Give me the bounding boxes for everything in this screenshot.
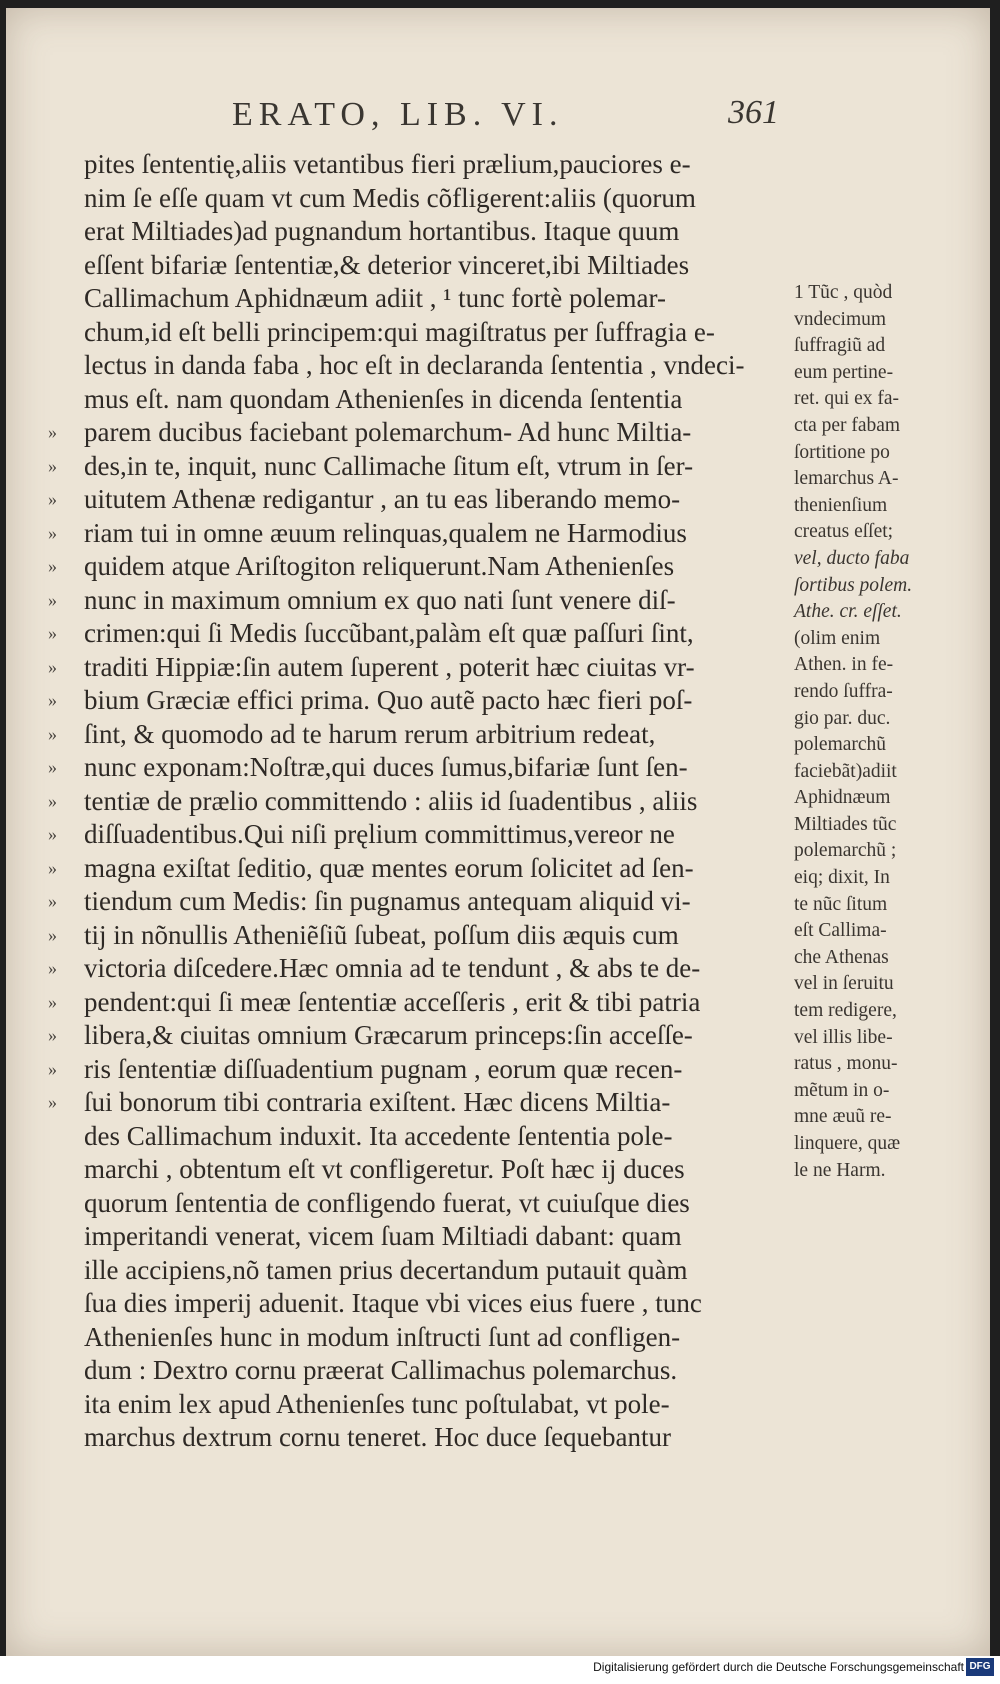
- text-line-content: bium Græciæ effici prima. Quo autẽ pacto hæc fieri poſ-: [84, 685, 693, 715]
- marginal-note-line: Miltiades tũc: [794, 813, 897, 835]
- text-line: [84, 182, 784, 216]
- text-line-content: nunc exponam:Noſtræ,qui duces ſumus,bifariæ ſunt ſen-: [84, 752, 688, 782]
- text-line: [48, 751, 784, 785]
- page-number: 361: [728, 94, 779, 131]
- text-line: [84, 1120, 784, 1154]
- text-line: [48, 1053, 784, 1087]
- text-line: [48, 1019, 784, 1053]
- quotation-mark: »: [48, 1058, 57, 1079]
- marginal-note-line: vel illis libe-: [794, 1026, 893, 1048]
- text-line-content: erat Miltiades)ad pugnandum hortantibus. Itaque quum: [84, 216, 680, 246]
- text-line: [84, 282, 784, 316]
- text-line-content: Athenienſes hunc in modum inſtructi ſunt ad confligen-: [84, 1321, 681, 1352]
- text-line: [48, 785, 784, 819]
- text-line-content: libera,& ciuitas omnium Græcarum princeps:ſin acceſſe-: [84, 1020, 693, 1050]
- digitization-credit: Digitalisierung gefördert durch die Deutsche Forschungsgemeinschaft: [593, 1660, 964, 1674]
- quotation-mark: »: [48, 556, 57, 576]
- marginal-note-line: 1 Tũc , quòd: [794, 282, 893, 303]
- marginal-note-line: vndecimum: [794, 308, 887, 330]
- marginal-note-line: eſt Callima-: [794, 920, 887, 942]
- text-line: [48, 1086, 784, 1120]
- text-line-content: des,in te, inquit, nunc Callimache ſitum eſt, vtrum in ſer-: [84, 450, 694, 481]
- text-line-content: crimen:qui ſi Medis ſuccũbant,palàm eſt quæ paſſuri ſint,: [84, 618, 694, 648]
- marginal-note-line: Athen. in fe-: [794, 654, 894, 676]
- text-line-content: pendent:qui ſi meæ ſententiæ acceſſeris , erit & tibi patria: [84, 986, 701, 1017]
- marginal-note-line: eum pertine-: [794, 361, 894, 383]
- text-line-content: traditi Hippiæ:ſin autem ſuperent , poterit hæc ciuitas vr-: [84, 651, 695, 682]
- text-line-content: des Callimachum induxit. Ita accedente ſententia pole-: [84, 1120, 673, 1151]
- text-line: [48, 852, 784, 886]
- quotation-mark: »: [48, 1092, 57, 1112]
- text-line: [84, 1321, 784, 1355]
- text-line: [48, 818, 784, 852]
- quotation-mark: »: [48, 422, 57, 442]
- marginal-note-line: creatus eſſet;: [794, 521, 894, 543]
- text-line: [48, 651, 784, 685]
- text-line: [84, 1354, 784, 1388]
- text-line: [84, 215, 784, 249]
- marginal-note-line: ſortitione po: [794, 441, 890, 463]
- text-line: [48, 517, 784, 551]
- marginal-note-line: linquere, quæ: [794, 1133, 901, 1154]
- text-line-content: tiendum cum Medis: ſin pugnamus antequam aliquid vi-: [84, 886, 691, 916]
- text-line-content: eſſent bifariæ ſententiæ,& deterior vinceret,ibi Miltiades: [84, 249, 690, 280]
- text-line: [84, 148, 784, 182]
- quotation-mark: »: [48, 455, 57, 476]
- text-line: [84, 1220, 784, 1254]
- marginal-note-line: che Athenas: [794, 946, 889, 968]
- text-line: [48, 550, 784, 584]
- marginal-note-line: thenienſium: [794, 494, 888, 516]
- text-line: [84, 1388, 784, 1422]
- text-line: [48, 952, 784, 986]
- marginal-note-line: polemarchũ ;: [794, 840, 897, 862]
- marginal-note-line: cta per fabam: [794, 414, 901, 436]
- text-line: [48, 718, 784, 752]
- quotation-mark: »: [48, 623, 57, 643]
- text-line-content: ſua dies imperij aduenit. Itaque vbi vices eius fuere , tunc: [84, 1288, 702, 1318]
- text-line-content: lectus in danda faba , hoc eſt in declaranda ſententia , vndeci-: [84, 350, 745, 380]
- text-line-content: parem ducibus faciebant polemarchum- Ad hunc Miltia-: [84, 417, 692, 447]
- text-line: [48, 986, 784, 1020]
- marginal-note-line: mne æuũ re-: [794, 1106, 892, 1128]
- marginal-note-line: rendo ſuffra-: [794, 680, 893, 702]
- marginal-note-line: Aphidnæum: [794, 787, 891, 809]
- text-line-content: nunc in maximum omnium ex quo nati ſunt venere diſ-: [84, 584, 676, 615]
- marginal-note-line: vel, ducto faba: [794, 547, 910, 569]
- text-line: [84, 1287, 784, 1321]
- text-line: [48, 617, 784, 651]
- text-line-content: chum,id eſt belli principem:qui magiſtratus per ſuffragia e-: [84, 316, 715, 347]
- text-line-content: tentiæ de prælio committendo : aliis id ſuadentibus , aliis: [84, 785, 698, 816]
- text-line-content: ſint, & quomodo ad te harum rerum arbitrium redeat,: [84, 718, 656, 749]
- marginal-note-line: faciebãt)adiit: [794, 760, 897, 782]
- quotation-mark: »: [48, 1025, 57, 1045]
- text-line-content: marchus dextrum cornu teneret. Hoc duce ſequebantur: [84, 1422, 672, 1452]
- text-line: [84, 383, 784, 417]
- quotation-mark: »: [48, 489, 57, 509]
- main-text-column: [48, 148, 784, 1455]
- text-line-content: Callimachum Aphidnæum adiit , ¹ tunc fortè polemar-: [84, 283, 666, 313]
- quotation-mark: »: [48, 723, 57, 744]
- quotation-mark: »: [48, 991, 57, 1012]
- text-line: [84, 1153, 784, 1187]
- marginal-note-line: lemarchus A-: [794, 468, 899, 490]
- marginal-note-line: te nũc ſitum: [794, 893, 888, 915]
- marginal-note: [794, 280, 954, 1184]
- book-page: [6, 8, 990, 1656]
- marginal-note-line: eiq; dixit, In: [794, 867, 890, 889]
- text-line-content: tij in nõnullis Atheniẽſiũ ſubeat, poſſum diis æquis cum: [84, 919, 679, 950]
- text-line: [48, 684, 784, 718]
- quotation-mark: »: [48, 958, 57, 978]
- text-line-content: victoria diſcedere.Hæc omnia ad te tendunt , & abs te de-: [84, 953, 701, 983]
- text-line-content: marchi , obtentum eſt vt confligeretur. Poſt hæc ij duces: [84, 1154, 685, 1184]
- marginal-note-line: le ne Harm.: [794, 1159, 886, 1181]
- marginal-note-line: gio par. duc.: [794, 707, 891, 729]
- running-head: ERATO, LIB. VI.: [232, 96, 564, 133]
- text-line: [48, 416, 784, 450]
- quotation-mark: »: [48, 857, 57, 878]
- quotation-mark: »: [48, 824, 57, 844]
- quotation-mark: »: [48, 757, 57, 777]
- quotation-mark: »: [48, 589, 57, 610]
- marginal-note-line: ratus , monu-: [794, 1053, 898, 1075]
- text-line: [48, 919, 784, 953]
- text-line: [84, 1421, 784, 1455]
- text-line-content: diſſuadentibus.Qui niſi pręlium committimus,vereor ne: [84, 819, 675, 849]
- marginal-note-line: ret. qui ex fa-: [794, 388, 900, 410]
- text-line: [48, 483, 784, 517]
- text-line-content: magna exiſtat ſeditio, quæ mentes eorum ſolicitet ad ſen-: [84, 852, 694, 883]
- quotation-mark: »: [48, 790, 57, 811]
- quotation-mark: »: [48, 924, 57, 945]
- text-line: [84, 249, 784, 283]
- quotation-mark: »: [48, 891, 57, 911]
- marginal-note-line: mẽtum in o-: [794, 1079, 890, 1101]
- marginal-note-line: ſortibus polem.: [794, 574, 913, 596]
- text-line: [48, 584, 784, 618]
- marginal-note-line: polemarchũ: [794, 734, 887, 756]
- text-line-content: ris ſententiæ diſſuadentium pugnam , eorum quæ recen-: [84, 1053, 683, 1084]
- quotation-mark: »: [48, 656, 57, 677]
- text-line-content: nim ſe eſſe quam vt cum Medis cõfligerent:aliis (quorum: [84, 182, 696, 213]
- text-line-content: ita enim lex apud Athenienſes tunc poſtulabat, vt pole-: [84, 1388, 670, 1419]
- marginal-note-line: ſuffragiũ ad: [794, 335, 886, 357]
- text-line: [84, 1187, 784, 1221]
- text-line-content: ille accipiens,nõ tamen prius decertandum putauit quàm: [84, 1254, 688, 1285]
- text-line-content: uitutem Athenæ redigantur , an tu eas liberando memo-: [84, 484, 681, 514]
- text-line: [84, 1254, 784, 1288]
- text-line: [48, 885, 784, 919]
- quotation-mark: »: [48, 522, 57, 543]
- text-line-content: riam tui in omne æuum relinquas,qualem ne Harmodius: [84, 517, 687, 548]
- text-line-content: quorum ſententia de confligendo fuerat, vt cuiuſque dies: [84, 1187, 690, 1218]
- quotation-mark: »: [48, 690, 57, 710]
- marginal-note-line: tem redigere,: [794, 1000, 897, 1022]
- dfg-logo: DFG: [966, 1658, 994, 1676]
- text-line-content: dum : Dextro cornu præerat Callimachus polemarchus.: [84, 1355, 678, 1385]
- text-line-content: ſui bonorum tibi contraria exiſtent. Hæc dicens Miltia-: [84, 1087, 671, 1117]
- text-line-content: imperitandi venerat, vicem ſuam Miltiadi dabant: quam: [84, 1221, 682, 1251]
- text-line-content: quidem atque Ariſtogiton reliquerunt.Nam Athenienſes: [84, 551, 675, 581]
- text-line: [84, 349, 784, 383]
- text-line-content: pites ſententię,aliis vetantibus fieri prælium,pauciores e-: [84, 149, 691, 179]
- text-line: [84, 316, 784, 350]
- marginal-note-line: vel in ſeruitu: [794, 973, 894, 995]
- text-line: [48, 450, 784, 484]
- marginal-note-line: Athe. cr. eſſet.: [794, 601, 902, 623]
- marginal-note-line: (olim enim: [794, 627, 881, 649]
- text-line-content: mus eſt. nam quondam Athenienſes in dicenda ſententia: [84, 383, 683, 414]
